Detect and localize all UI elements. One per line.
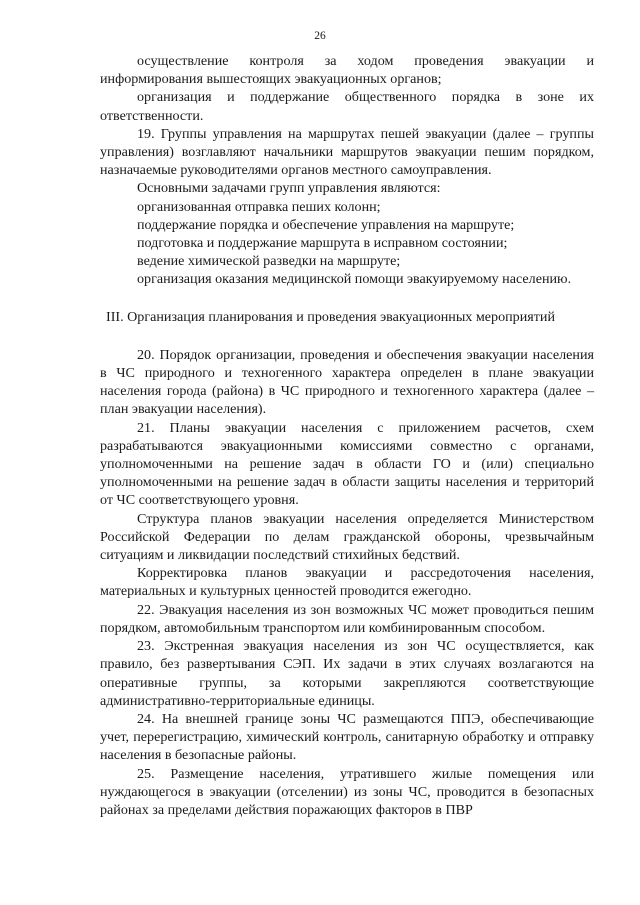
page-number: 26	[314, 30, 326, 42]
task-item: поддержание порядка и обеспечение управления на маршруте;	[137, 216, 515, 233]
task-item: организация оказания медицинской помощи эвакуируемому населению.	[137, 271, 572, 288]
paragraph: Структура планов эвакуации населения определяется Министерством Российской Федерации по делам гражданской обороны, чрезвычайным ситуациям и ликвидации последствий стихийных бедствий.	[100, 510, 594, 564]
task-item: подготовка и поддержание маршрута в исправном состоянии;	[137, 235, 508, 252]
paragraph: осуществление контроля за ходом проведения эвакуации и информирования вышестоящих эвакуационных органов;	[100, 53, 594, 88]
document-body	[100, 52, 594, 819]
paragraph-24: 24. На внешней границе зоны ЧС размещаются ППЭ, обеспечивающие учет, перерегистрацию, химический контроль, санитарную обработку и отправку населения в безопасные районы.	[100, 710, 594, 764]
tasks-intro: Основными задачами групп управления являются:	[137, 180, 441, 197]
paragraph-23: 23. Экстренная эвакуация населения из зон ЧС осуществляется, как правило, без развертывания СЭП. Их задачи в этих случаях возлагаются на оперативные группы, за которыми закрепляются соответствующие административно-территориальные единицы.	[100, 638, 594, 709]
task-item: организованная отправка пеших колонн;	[137, 198, 381, 215]
task-item: ведение химической разведки на маршруте;	[137, 253, 401, 270]
section-heading: III. Организация планирования и проведения эвакуационных мероприятий	[106, 308, 555, 325]
paragraph-19: 19. Группы управления на маршрутах пешей эвакуации (далее – группы управления) возглавляют начальники маршрутов эвакуации пешим порядком, назначаемые руководителями органов местного самоуправления.	[100, 125, 594, 179]
paragraph: Корректировка планов эвакуации и рассредоточения населения, материальных и культурных ценностей проводится ежегодно.	[100, 565, 594, 600]
paragraph-25: 25. Размещение населения, утратившего жилые помещения или нуждающегося в эвакуации (отселении) из зоны ЧС, проводится в безопасных районах за пределами действия поражающих факторов в ПВР	[100, 765, 594, 818]
paragraph: организация и поддержание общественного порядка в зоне их ответственности.	[100, 89, 594, 124]
paragraph-20: 20. Порядок организации, проведения и обеспечения эвакуации населения в ЧС природного и техногенного характера определен в плане эвакуации населения города (района) в ЧС природного и техногенного характера (далее – план эвакуации населения).	[100, 346, 594, 418]
paragraph-21: 21. Планы эвакуации населения с приложением расчетов, схем разрабатываются эвакуационными комиссиями совместно с органами, уполномоченными на решение задач в области ГО и (или) специально уполномоченными на решение задач в области защиты населения и территорий от ЧС соответствующего уровня.	[100, 419, 594, 509]
paragraph-22: 22. Эвакуация населения из зон возможных ЧС может проводиться пешим порядком, автомобильным транспортом или комбинированным способом.	[100, 601, 594, 636]
